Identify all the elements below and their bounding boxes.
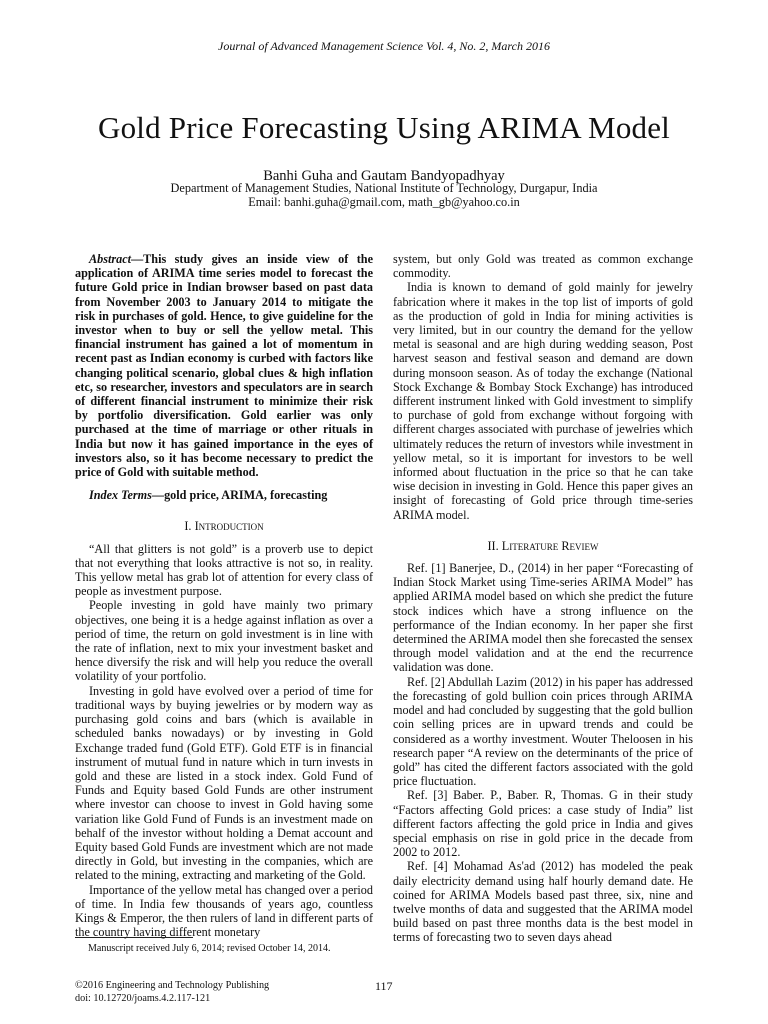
affiliation-block — [0, 181, 768, 209]
abstract-label: Abstract — [89, 252, 131, 266]
section-heading-literature-review: II. Literature Review — [487, 538, 599, 553]
intro-paragraph-5: India is known to demand of gold mainly for jewelry fabrication where it makes in the top list of imports of gold as the production of gold in India for mining activities is very limited, but in our country the demand for the yellow metal is seasonal and are high during wedding season, Post harvest season and festival season and demand are down during monsoon season. As of today the exchange (National Stock Exchange & Bombay Stock Exchange) has introduced different instrument linked with Gold investment to simplify to purchase of gold from exchange without forgoing with different charges associated with purchase of jewelries which ultimately reduces the return of investors while investment in yellow metal, so it is important for investors to be well informed about fluctuation in the price so that he can take wise decision in investing in Gold. Hence this paper gives an insight of forecasting of Gold price through time-series ARIMA model. — [393, 280, 693, 522]
right-column — [393, 252, 693, 945]
footnote-rule — [75, 937, 193, 938]
authors: Banhi Guha and Gautam Bandyopadhyay — [263, 168, 505, 184]
lit-paragraph-1: Ref. [1] Banerjee, D., (2014) in her paper “Forecasting of Indian Stock Market using Time-series ARIMA Model” has applied ARIMA model based on which she predict the future stock indices which have a strong influence on the performance of the Indian economy. In her paper she first determined the ARIMA model then she forecasted the sensex through model validation and at the end the recurrence validation was done. — [393, 561, 693, 675]
footnote: Manuscript received July 6, 2014; revised October 14, 2014. — [88, 943, 331, 954]
abstract-text: —This study gives an inside view of the application of ARIMA time series model to forecast the future Gold price in Indian browser based on past data from November 2003 to January 2014 to mitigate the risk in purchases of gold. Hence, to give guideline for the investor when to buy or sell the yellow metal. This financial instrument has gained a lot of momentum in recent past as Indian economy is curbed with factors like changing political scenario, global clues & high inflation etc, so researcher, investors and speculators are in search of different financial instrument to minimize their risk by portfolio diversification. Gold earlier was only purchased at the time of marriage or other rituals in India but now it has gained importance in the eyes of investors also, so it has become necessary to predict the price of Gold with suitable method. — [75, 252, 373, 480]
index-terms-label: Index Terms — [89, 488, 152, 503]
lit-paragraph-2: Ref. [2] Abdullah Lazim (2012) in his paper has addressed the forecasting of gold bullion coin prices through ARIMA model and had concluded by suggesting that the gold bullion coin selling prices are in upward trends and could be considered as a worthy investment. Wouter Theloosen in his research paper “A review on the determinants of the price of gold” has cited the different factors associated with the gold price fluctuation. — [393, 674, 693, 789]
paper-title: Gold Price Forecasting Using ARIMA Model — [98, 110, 670, 145]
lit-paragraph-3: Ref. [3] Baber. P., Baber. R, Thomas. G in their study “Factors affecting Gold prices: a case study of India” list different factors affecting the gold price in India and gives special emphasis on rise in gold price in the decade from 2002 to 2012. — [393, 788, 693, 860]
intro-paragraph-4-continued: system, but only Gold was treated as common exchange commodity. — [393, 252, 693, 281]
section-heading-introduction: I. Introduction — [184, 519, 264, 534]
lit-paragraph-4: Ref. [4] Mohamad As'ad (2012) has modeled the peak daily electricity demand using half hourly demand date. He coined for ARIMA Models based past three, six, nine and twelve months of data and suggested that the ARIMA model build based on past three months data is the best model in terms of forecasting two to seven days ahead — [393, 859, 693, 945]
email: Email: banhi.guha@gmail.com, math_gb@yahoo.co.in — [248, 195, 520, 209]
page-number: 117 — [375, 979, 393, 993]
footer-left — [75, 979, 269, 1005]
intro-paragraph-4: Importance of the yellow metal has changed over a period of time. In India few thousands of years ago, countless Kings & Emperor, the then rulers of land in different parts of the country having different monetary — [75, 882, 373, 940]
intro-paragraph-3: Investing in gold have evolved over a period of time for traditional ways by buying jewelries or by modern way as purchasing gold coins and bars (which is available in scheduled banks nowadays) or by investing in Gold Exchange traded fund (Gold ETF). Gold ETF is in financial instrument of mutual fund in nature which in turn invests in gold and these are listed in a stock index. Gold Fund of Funds and Equity based Gold Funds are other instrument where investor can choose to invest in Gold having some variation like Gold Fund of Funds is an investment made on behalf of the investor without holding a Demat account and Equity based Gold Funds are investment which are not made directly in Gold, but investing in the companies, which are related to the mining, extracting and marketing of the Gold. — [75, 683, 373, 883]
journal-header: Journal of Advanced Management Science Vol. 4, No. 2, March 2016 — [218, 39, 550, 53]
intro-paragraph-1: “All that glitters is not gold” is a proverb use to depict that not everything that looks attractive is not so, in reality. This yellow metal has grab lot of attention for every class of people as investment purpose. — [75, 541, 373, 599]
index-terms-text: —gold price, ARIMA, forecasting — [151, 488, 328, 503]
intro-paragraph-2: People investing in gold have mainly two primary objectives, one being it is a hedge against inflation as over a period of time, the return on gold investment is in line with the rate of inflation, next to mix your investment basket and hence diversify the risk and will help you reduce the overall volatility of your portfolio. — [75, 598, 373, 684]
abstract — [75, 252, 373, 479]
affiliation: Department of Management Studies, National Institute of Technology, Durgapur, India — [170, 181, 598, 195]
left-column — [75, 252, 373, 939]
copyright: ©2016 Engineering and Technology Publishing — [75, 980, 270, 991]
doi: doi: 10.12720/joams.4.2.117-121 — [75, 993, 211, 1004]
index-terms — [75, 488, 373, 502]
